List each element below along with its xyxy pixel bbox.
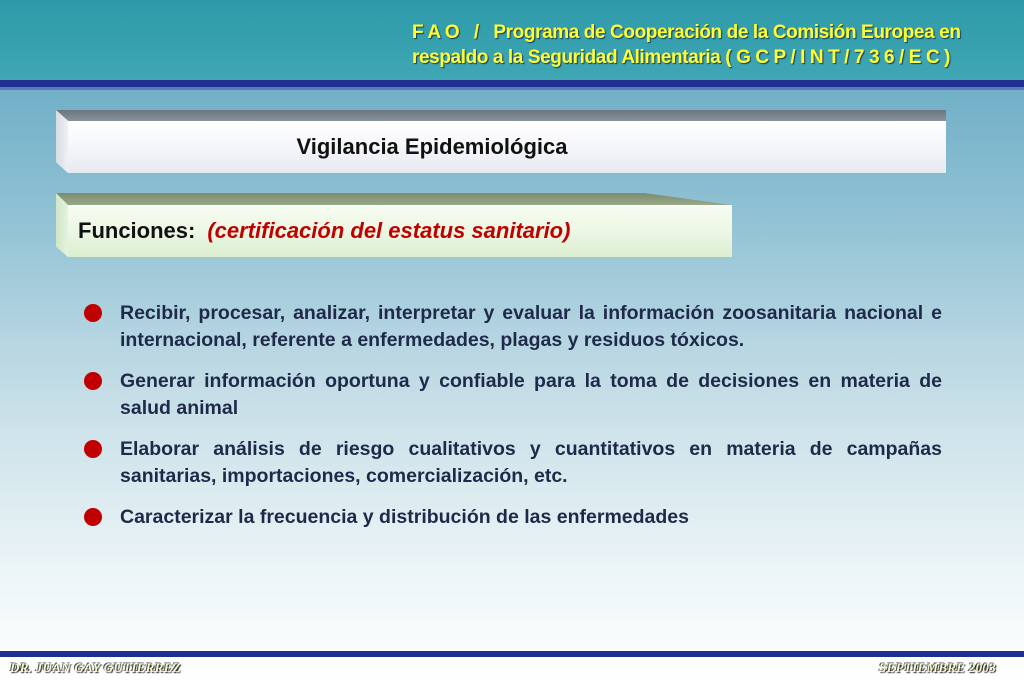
bullet-dot-icon xyxy=(82,300,120,354)
subtitle-note: (certificación del estatus sanitario) xyxy=(207,218,571,243)
footer-date: SEPTIEMBRE 2003 xyxy=(879,660,996,675)
list-item xyxy=(82,504,942,531)
list-item xyxy=(82,300,942,354)
slide-title: Vigilancia Epidemiológica xyxy=(296,134,568,159)
list-item xyxy=(82,368,942,422)
bullet-list xyxy=(82,300,942,545)
list-item-text: Recibir, procesar, analizar, interpretar y evaluar la información zoosanitaria nacional e internacional, referente a enfermedades, plagas y residuos tóxicos. xyxy=(120,302,942,351)
footer-author: DR. JUAN GAY GUTIERREZ xyxy=(10,660,181,675)
bullet-dot-icon xyxy=(82,436,120,490)
title-banner-front xyxy=(68,121,946,173)
header-divider-light xyxy=(0,87,1024,90)
title-banner xyxy=(56,110,946,173)
subtitle-banner xyxy=(56,193,732,257)
header-divider xyxy=(0,80,1024,87)
list-item-text: Caracterizar la frecuencia y distribución de las enfermedades xyxy=(120,506,689,528)
header-line-1: F A O / Programa de Cooperación de la Comisión Europea en xyxy=(412,22,961,43)
list-item xyxy=(82,436,942,490)
title-banner-side xyxy=(56,110,68,173)
subtitle-banner-front xyxy=(68,205,732,257)
header-line-2: respaldo a la Seguridad Alimentaria ( G C P / I N T / 7 3 6 / E C ) xyxy=(412,47,951,68)
bullet-dot-icon xyxy=(82,368,120,422)
list-item-text: Elaborar análisis de riesgo cualitativos y cuantitativos en materia de campañas sanitarias, importaciones, comercialización, etc. xyxy=(120,438,942,487)
list-item-text: Generar información oportuna y confiable para la toma de decisiones en materia de salud animal xyxy=(120,370,942,419)
subtitle-label: Funciones: xyxy=(78,218,196,243)
bullet-dot-icon xyxy=(82,504,120,531)
title-banner-top xyxy=(56,110,946,121)
footer-divider xyxy=(0,651,1024,657)
header-title xyxy=(412,20,1012,70)
subtitle-banner-top xyxy=(56,193,732,205)
header-band xyxy=(0,0,1024,80)
